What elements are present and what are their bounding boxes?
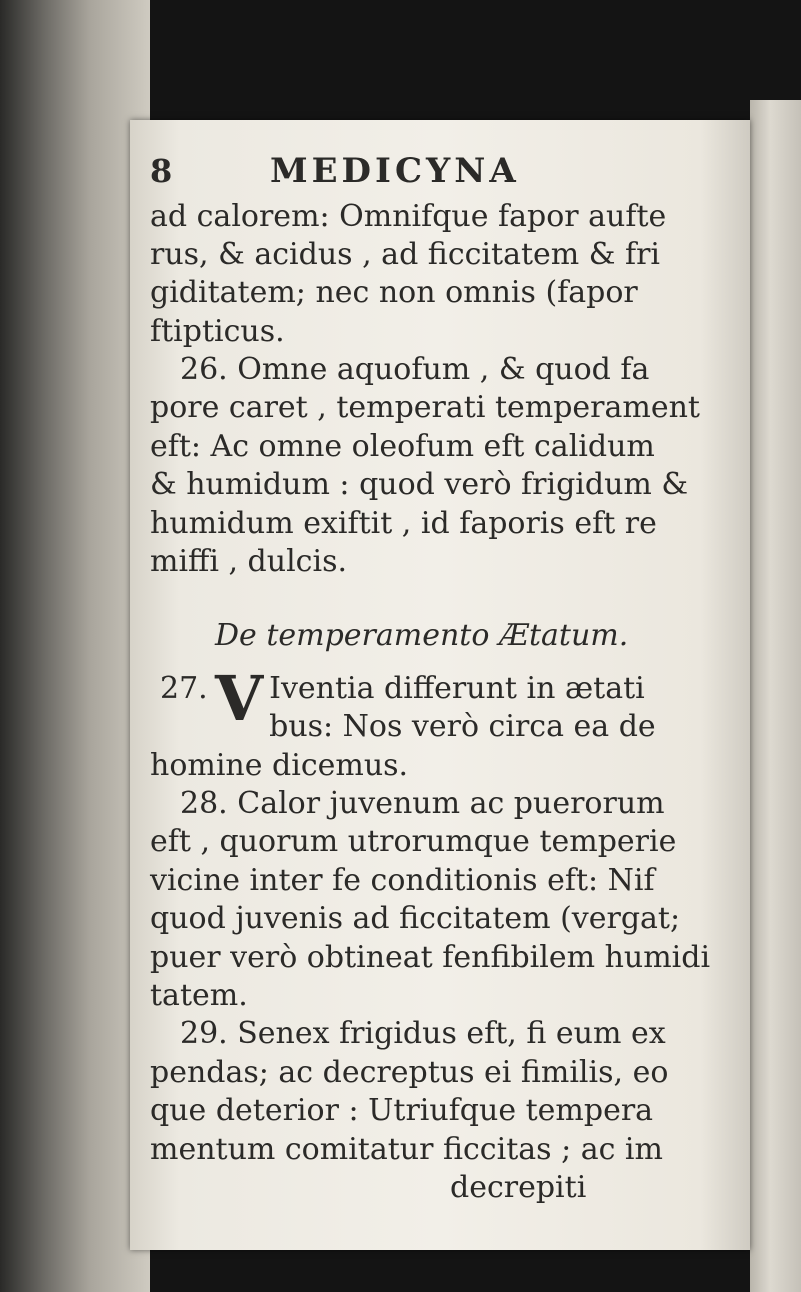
text-line: 29. Senex frigidus eft, fi eum ex — [180, 1016, 666, 1052]
text-line: tatem. — [150, 977, 248, 1013]
text-line: rus, & acidus , ad ficcitatem & fri — [150, 236, 661, 272]
drop-cap: V — [215, 661, 264, 735]
page-number: 8 — [150, 152, 173, 190]
paragraph-number: 27. — [160, 670, 208, 706]
paragraph-29 — [150, 1015, 760, 1207]
text-line: humidum exiftit , id faporis eft re — [150, 505, 657, 541]
text-line: decrepiti — [450, 1169, 587, 1205]
text-line: & humidum : quod verò frigidum & — [150, 467, 689, 503]
paragraph-26 — [150, 351, 760, 581]
dropcap-lines — [269, 670, 656, 747]
text-line: bus: Nos verò circa ea de — [269, 709, 656, 745]
text-line: eft: Ac omne oleofum eft calidum — [150, 428, 655, 464]
text-line: Iventia differunt in ætati — [269, 670, 645, 706]
page-header — [150, 150, 760, 194]
dropcap-paragraph — [150, 661, 760, 747]
text-line: que deterior : Utriufque tempera — [150, 1093, 654, 1129]
text-line: homine dicemus. — [150, 747, 409, 783]
background-left — [0, 0, 150, 1292]
running-head: MEDICYNA — [270, 151, 520, 191]
text-line: miffi , dulcis. — [150, 544, 348, 580]
paragraph-27 — [150, 661, 760, 785]
text-line: ftipticus. — [150, 313, 285, 349]
text-line: pore caret , temperati temperament — [150, 390, 700, 426]
text-line: giditatem; nec non omnis (fapor — [150, 275, 638, 311]
text-line: mentum comitatur ficcitas ; ac im — [150, 1131, 663, 1167]
text-line: vicine inter fe conditionis eft: Nif — [150, 862, 655, 898]
text-line: eft , quorum utrorumque temperie — [150, 824, 677, 860]
text-line: ad calorem: Omnifque fapor aufte — [150, 198, 667, 234]
paragraph-28 — [150, 785, 760, 1015]
section-title: De temperamento Ætatum. — [215, 618, 629, 654]
paragraph-top — [150, 198, 760, 352]
page-text — [150, 150, 760, 1207]
text-line: puer verò obtineat fenfibilem humidi — [150, 939, 711, 975]
text-line: 28. Calor juvenum ac puerorum — [180, 785, 665, 821]
text-line: quod juvenis ad ficcitatem (vergat; — [150, 901, 681, 937]
text-line: 26. Omne aquofum , & quod fa — [180, 352, 650, 388]
text-line: pendas; ac decreptus ei fimilis, eo — [150, 1054, 669, 1090]
